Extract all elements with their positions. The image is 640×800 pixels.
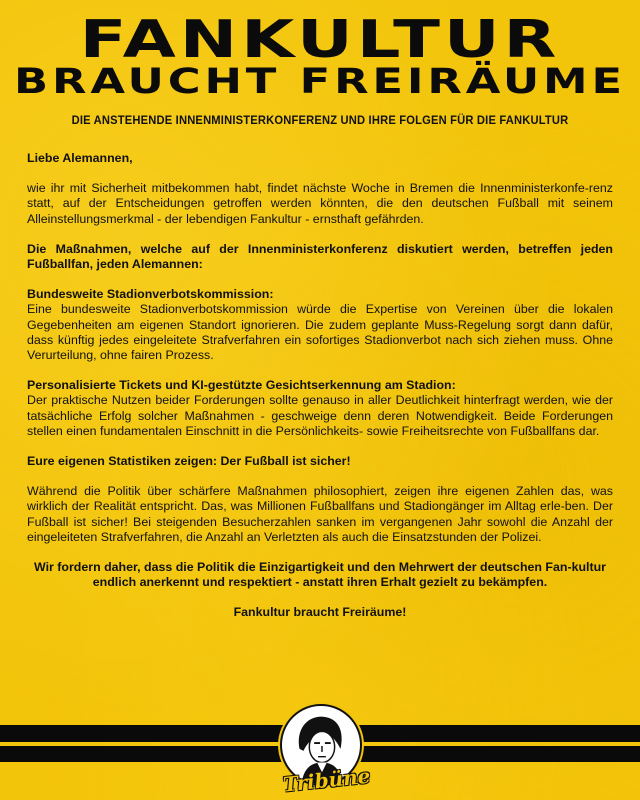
intro-paragraph: wie ihr mit Sicherheit mitbekommen habt, findet nächste Woche in Bremen die Innenministerkonfe-renz statt, auf der Entscheidungen getroffen werden könnten, die den deutschen Fußball mit seinem Alleinstellungsmerkmal - der lebendigen Fankultur - ernsthaft gefährden. xyxy=(27,181,613,226)
page-title-line1: FANKULTUR xyxy=(79,10,561,70)
demand-paragraph: Wir fordern daher, dass die Politik die Einzigartigkeit und den Mehrwert der deutschen Fan-kultur endlich anerkennt und respektiert - anstatt ihren Erhalt gezielt zu bekämpfen. xyxy=(33,560,606,590)
closing-slogan: Fankultur braucht Freiräume! xyxy=(233,605,407,620)
section-text: Eine bundesweite Stadionverbotskommission würde die Expertise von Vereinen über die lokalen Gegebenheiten am eigenen Standort ignorieren. Die zudem geplante Muss-Regelung sorgt dann dafür, dass künftig jedes eingeleitete Strafverfahren ein sofortiges Stadionverbot nach sich ziehen muss. Ohne Verurteilung, ohne fairen Prozess. xyxy=(27,302,613,363)
section-stadionverbot xyxy=(27,287,613,363)
letter-body xyxy=(27,151,613,636)
page-title-line2: BRAUCHT FREIRÄUME xyxy=(14,62,626,102)
section-text: Der praktische Nutzen beider Forderungen sollte genauso in aller Deutlichkeit hinterfragt werden, wie der tatsächliche Erfolg solcher Maßnahmen - geschweige denn deren Notwendigkeit. Beide Forderungen stellen einen fundamentalen Einschnitt in die Persönlichkeits- sowie Freiheitsrechte von Fußballfans dar. xyxy=(27,393,613,438)
section-heading: Bundesweite Stadionverbotskommission: xyxy=(27,287,274,302)
page-subtitle: DIE ANSTEHENDE INNENMINISTERKONFERENZ UND IHRE FOLGEN FÜR DIE FANKULTUR xyxy=(71,113,569,127)
greeting: Liebe Alemannen, xyxy=(27,151,133,165)
stats-paragraph: Während die Politik über schärfere Maßnahmen philosophiert, zeigen ihre eigenen Zahlen das, was wirklich der Realität entspricht. Das, was Millionen Fußballfans und Stadiongänger im Alltag erle-ben. Der Fußball ist sicher! Bei steigenden Besucherzahlen sanken im vergangenen Jahr sowohl die Anzahl der eingeleiteten Strafverfahren, die Anzahl an Verletzten als auch die Einsatzstunden der Polizei. xyxy=(27,484,613,544)
section-heading: Personalisierte Tickets und KI-gestützte Gesichtserkennung am Stadion: xyxy=(27,378,456,393)
section-tickets xyxy=(27,378,613,439)
stats-heading: Eure eigenen Statistiken zeigen: Der Fußball ist sicher! xyxy=(27,454,351,469)
measures-lead: Die Maßnahmen, welche auf der Innenministerkonferenz diskutiert werden, betreffen jeden Fußballfan, jeden Alemannen: xyxy=(27,241,613,272)
tribune-logo-text: Tribüne xyxy=(281,763,372,797)
